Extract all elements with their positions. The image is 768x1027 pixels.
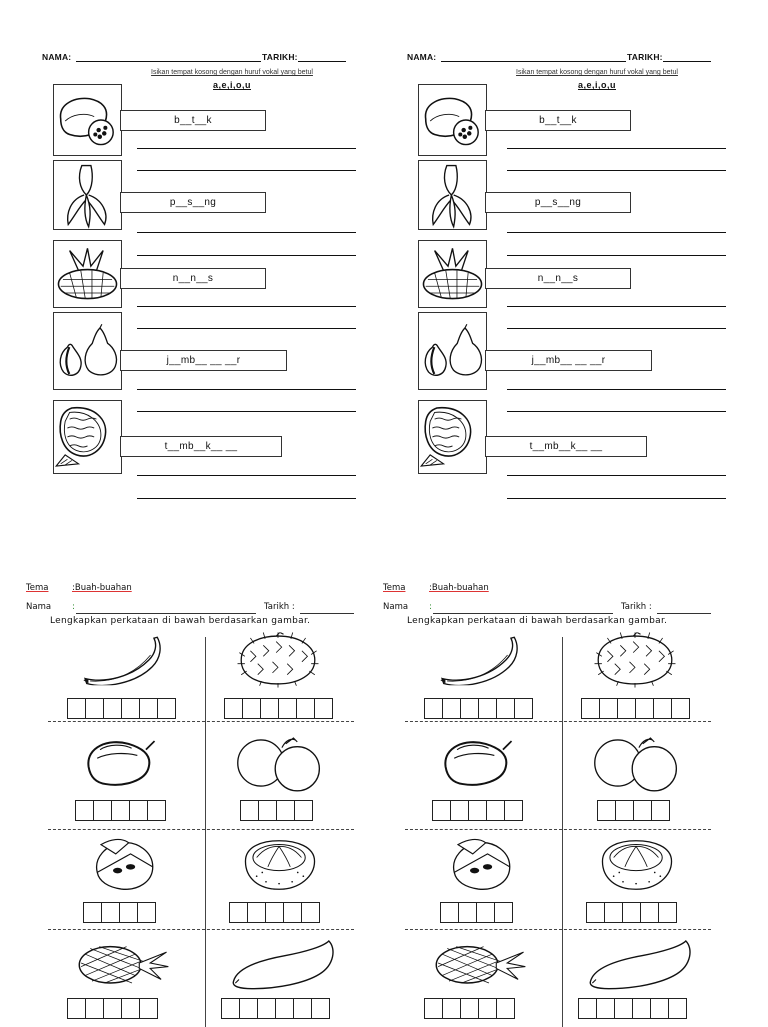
date-label: TARIKH: — [262, 52, 298, 62]
letter-box[interactable] — [139, 698, 158, 719]
letter-box[interactable] — [615, 800, 634, 821]
name-field[interactable] — [76, 613, 256, 614]
answer-line[interactable] — [137, 306, 356, 307]
letter-box[interactable] — [658, 902, 677, 923]
letter-box[interactable] — [111, 800, 130, 821]
instruction-text: Isikan tempat kosong dengan huruf vokal yang betul — [516, 69, 678, 76]
letter-box[interactable] — [442, 698, 461, 719]
letter-box[interactable] — [424, 698, 443, 719]
answer-line[interactable] — [507, 148, 726, 149]
pineapple-icon — [72, 935, 172, 991]
answer-line[interactable] — [137, 232, 356, 233]
row-divider — [48, 829, 354, 830]
letter-box[interactable] — [468, 800, 487, 821]
theme-label: Tema — [26, 583, 49, 593]
papaya-icon — [418, 84, 487, 156]
letter-box[interactable] — [101, 902, 120, 923]
letter-box[interactable] — [632, 998, 651, 1019]
letter-box[interactable] — [458, 902, 477, 923]
letter-box[interactable] — [504, 800, 523, 821]
letter-box[interactable] — [622, 902, 641, 923]
letter-box[interactable] — [67, 698, 86, 719]
word-box: n__n__s — [485, 268, 631, 289]
watermelon-icon — [53, 400, 122, 474]
word-box: n__n__s — [120, 268, 266, 289]
letter-box[interactable] — [424, 998, 443, 1019]
letter-box[interactable] — [67, 998, 86, 1019]
letter-box[interactable] — [103, 698, 122, 719]
papaya-icon — [437, 733, 523, 795]
row-divider — [48, 929, 354, 930]
letter-box[interactable] — [314, 698, 333, 719]
letter-boxes — [582, 698, 690, 719]
letter-box[interactable] — [653, 698, 672, 719]
mangosteen-icon — [238, 835, 322, 895]
banana-icon — [80, 631, 164, 689]
durian-icon — [232, 631, 324, 689]
worksheet-bottom-right — [357, 575, 741, 1024]
vowels-text: a,e,i,o,u — [577, 80, 616, 90]
answer-line[interactable] — [507, 475, 726, 476]
answer-line[interactable] — [507, 389, 726, 390]
letter-box[interactable] — [294, 800, 313, 821]
column-divider — [562, 637, 563, 1027]
letter-boxes — [579, 998, 687, 1019]
name-label: NAMA: — [42, 52, 72, 62]
answer-line[interactable] — [507, 328, 726, 329]
worksheet-top-left — [0, 0, 384, 540]
letter-box[interactable] — [614, 998, 633, 1019]
letter-box[interactable] — [85, 698, 104, 719]
date-field[interactable] — [300, 613, 354, 614]
word-box: j__mb__ __ __r — [120, 350, 287, 371]
letter-box[interactable] — [496, 698, 515, 719]
row-divider — [48, 721, 354, 722]
answer-line[interactable] — [507, 170, 726, 171]
answer-line[interactable] — [507, 411, 726, 412]
letter-box[interactable] — [257, 998, 276, 1019]
letter-boxes — [222, 998, 330, 1019]
pineapple-icon — [53, 240, 122, 308]
letter-box[interactable] — [296, 698, 315, 719]
letter-box[interactable] — [432, 800, 451, 821]
worksheet-bottom-left — [0, 575, 384, 1024]
answer-line[interactable] — [507, 255, 726, 256]
letter-box[interactable] — [240, 800, 259, 821]
letter-box[interactable] — [103, 998, 122, 1019]
answer-line[interactable] — [137, 328, 356, 329]
letter-box[interactable] — [651, 800, 670, 821]
letter-box[interactable] — [494, 902, 513, 923]
instruction-text: Lengkapkan perkataan di bawah berdasarkan gambar. — [50, 616, 311, 626]
answer-line[interactable] — [137, 255, 356, 256]
letter-box[interactable] — [650, 998, 669, 1019]
letter-box[interactable] — [460, 698, 479, 719]
mangosteen-icon — [595, 835, 679, 895]
letter-box[interactable] — [478, 698, 497, 719]
papaya-icon — [53, 84, 122, 156]
word-box: p__s__ng — [120, 192, 266, 213]
letter-box[interactable] — [260, 698, 279, 719]
letter-box[interactable] — [278, 698, 297, 719]
date-field[interactable] — [298, 61, 346, 62]
sapodilla-icon — [88, 835, 162, 895]
name-label: NAMA: — [407, 52, 437, 62]
durian-icon — [589, 631, 681, 689]
row-divider — [405, 829, 711, 830]
letter-box[interactable] — [258, 800, 277, 821]
letter-box[interactable] — [147, 800, 166, 821]
letter-box[interactable] — [121, 698, 140, 719]
letter-box[interactable] — [129, 800, 148, 821]
name-colon: : — [72, 602, 75, 612]
letter-boxes — [425, 998, 515, 1019]
word-box: b__t__k — [485, 110, 631, 131]
date-label: Tarikh : — [264, 602, 295, 612]
word-box: b__t__k — [120, 110, 266, 131]
letter-boxes — [587, 902, 677, 923]
letter-box[interactable] — [157, 698, 176, 719]
answer-line[interactable] — [137, 411, 356, 412]
answer-line[interactable] — [507, 498, 726, 499]
orange-icon — [589, 733, 685, 793]
letter-box[interactable] — [581, 698, 600, 719]
letter-box[interactable] — [139, 998, 158, 1019]
answer-line[interactable] — [137, 170, 356, 171]
pineapple-icon — [418, 240, 487, 308]
mango-icon — [228, 935, 338, 991]
watermelon-icon — [418, 400, 487, 474]
letter-box[interactable] — [514, 698, 533, 719]
letter-box[interactable] — [460, 998, 479, 1019]
vowels-text: a,e,i,o,u — [212, 80, 251, 90]
date-field[interactable] — [663, 61, 711, 62]
letter-box[interactable] — [137, 902, 156, 923]
word-box: t__mb__k__ __ — [485, 436, 647, 457]
letter-box[interactable] — [121, 998, 140, 1019]
letter-box[interactable] — [83, 902, 102, 923]
letter-boxes — [225, 698, 333, 719]
letter-box[interactable] — [276, 800, 295, 821]
date-label: Tarikh : — [621, 602, 652, 612]
letter-box[interactable] — [450, 800, 469, 821]
answer-line[interactable] — [507, 232, 726, 233]
banana-icon — [418, 160, 487, 230]
letter-box[interactable] — [85, 998, 104, 1019]
letter-box[interactable] — [239, 998, 258, 1019]
name-field[interactable] — [76, 61, 261, 62]
letter-box[interactable] — [596, 998, 615, 1019]
letter-boxes — [84, 902, 156, 923]
letter-box[interactable] — [283, 902, 302, 923]
letter-box[interactable] — [301, 902, 320, 923]
word-box: p__s__ng — [485, 192, 631, 213]
letter-box[interactable] — [617, 698, 636, 719]
letter-boxes — [230, 902, 320, 923]
instruction-text: Isikan tempat kosong dengan huruf vokal yang betul — [151, 69, 313, 76]
letter-box[interactable] — [221, 998, 240, 1019]
mango-icon — [585, 935, 695, 991]
theme-value: :Buah-buahan — [429, 583, 489, 593]
letter-box[interactable] — [633, 800, 652, 821]
letter-boxes — [425, 698, 533, 719]
sapodilla-icon — [445, 835, 519, 895]
letter-boxes — [76, 800, 166, 821]
letter-box[interactable] — [293, 998, 312, 1019]
answer-line[interactable] — [137, 498, 356, 499]
name-label: Nama — [26, 602, 52, 612]
letter-box[interactable] — [635, 698, 654, 719]
letter-box[interactable] — [265, 902, 284, 923]
word-box: t__mb__k__ __ — [120, 436, 282, 457]
letter-box[interactable] — [93, 800, 112, 821]
pear-icon — [418, 312, 487, 390]
letter-boxes — [68, 998, 158, 1019]
theme-label: Tema — [383, 583, 406, 593]
letter-box[interactable] — [247, 902, 266, 923]
letter-box[interactable] — [578, 998, 597, 1019]
date-field[interactable] — [657, 613, 711, 614]
name-field[interactable] — [433, 613, 613, 614]
answer-line[interactable] — [137, 148, 356, 149]
letter-box[interactable] — [496, 998, 515, 1019]
letter-box[interactable] — [586, 902, 605, 923]
letter-boxes — [598, 800, 670, 821]
pineapple-icon — [429, 935, 529, 991]
letter-box[interactable] — [597, 800, 616, 821]
worksheet-top-right — [365, 0, 749, 540]
banana-icon — [53, 160, 122, 230]
pear-icon — [53, 312, 122, 390]
letter-box[interactable] — [224, 698, 243, 719]
letter-box[interactable] — [119, 902, 138, 923]
letter-boxes — [433, 800, 523, 821]
letter-box[interactable] — [229, 902, 248, 923]
name-colon: : — [429, 602, 432, 612]
papaya-icon — [80, 733, 166, 795]
letter-box[interactable] — [671, 698, 690, 719]
row-divider — [405, 929, 711, 930]
banana-icon — [437, 631, 521, 689]
answer-line[interactable] — [507, 306, 726, 307]
letter-box[interactable] — [440, 902, 459, 923]
letter-boxes — [68, 698, 176, 719]
name-label: Nama — [383, 602, 409, 612]
answer-line[interactable] — [137, 475, 356, 476]
letter-box[interactable] — [604, 902, 623, 923]
column-divider — [205, 637, 206, 1027]
letter-boxes — [241, 800, 313, 821]
letter-box[interactable] — [275, 998, 294, 1019]
letter-boxes — [441, 902, 513, 923]
letter-box[interactable] — [478, 998, 497, 1019]
answer-line[interactable] — [137, 389, 356, 390]
letter-box[interactable] — [668, 998, 687, 1019]
row-divider — [405, 721, 711, 722]
letter-box[interactable] — [640, 902, 659, 923]
letter-box[interactable] — [75, 800, 94, 821]
letter-box[interactable] — [476, 902, 495, 923]
letter-box[interactable] — [486, 800, 505, 821]
letter-box[interactable] — [599, 698, 618, 719]
theme-value: :Buah-buahan — [72, 583, 132, 593]
instruction-text: Lengkapkan perkataan di bawah berdasarkan gambar. — [407, 616, 668, 626]
name-field[interactable] — [441, 61, 626, 62]
letter-box[interactable] — [442, 998, 461, 1019]
word-box: j__mb__ __ __r — [485, 350, 652, 371]
orange-icon — [232, 733, 328, 793]
letter-box[interactable] — [242, 698, 261, 719]
date-label: TARIKH: — [627, 52, 663, 62]
letter-box[interactable] — [311, 998, 330, 1019]
